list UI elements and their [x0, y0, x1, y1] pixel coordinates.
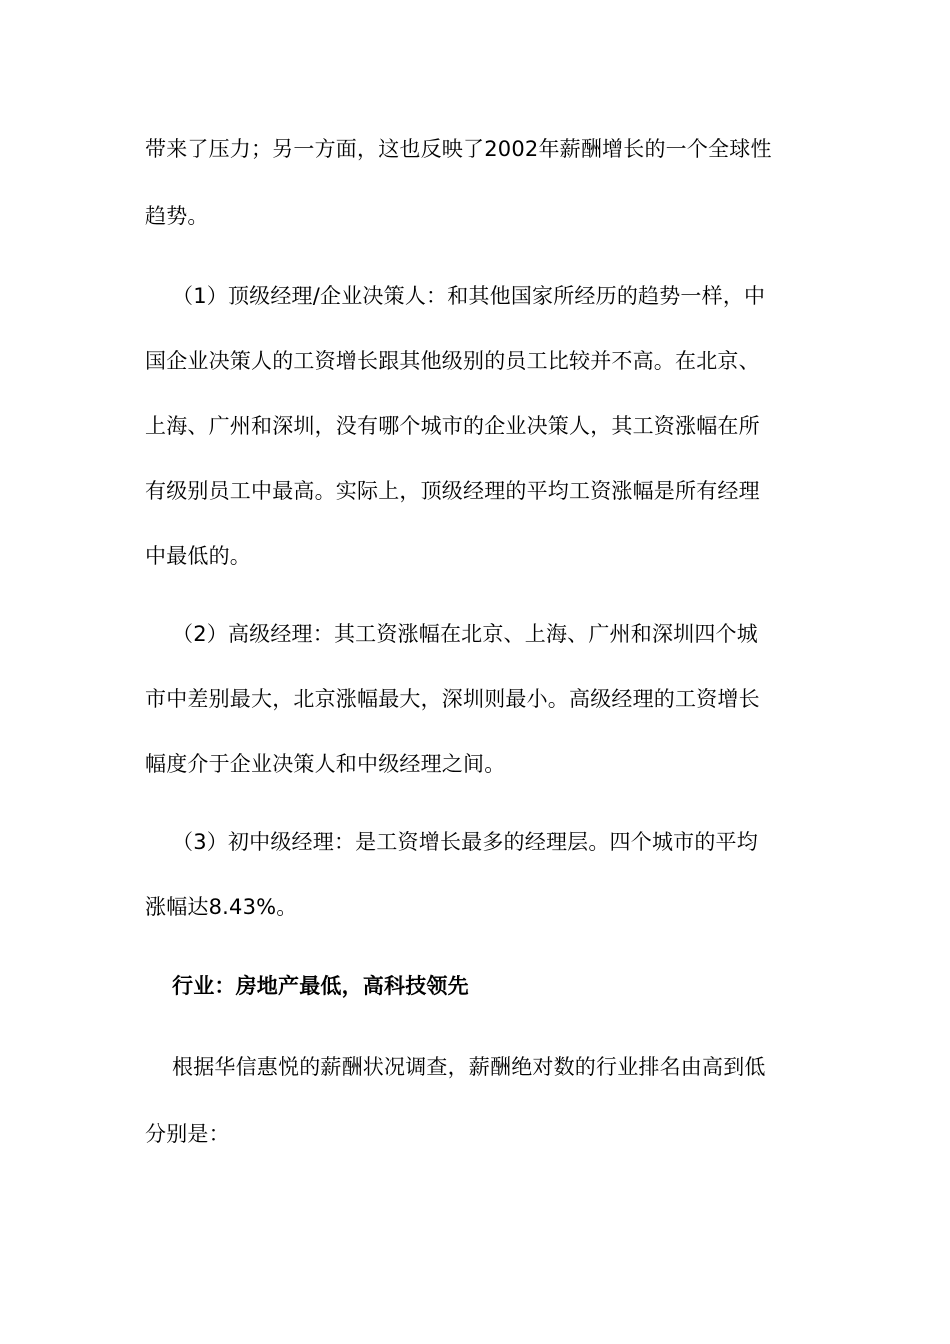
- section-heading: 行业：房地产最低，高科技领先: [172, 974, 469, 998]
- paragraph-line: 有级别员工中最高。实际上，顶级经理的平均工资涨幅是所有经理: [145, 479, 760, 503]
- paragraph-line: （3）初中级经理：是工资增长最多的经理层。四个城市的平均: [172, 830, 758, 854]
- paragraph-line: 国企业决策人的工资增长跟其他级别的员工比较并不高。在北京、: [145, 349, 760, 373]
- paragraph-line: 分别是：: [145, 1122, 230, 1146]
- paragraph-line: 涨幅达8.43%。: [145, 895, 298, 919]
- paragraph-line: 中最低的。: [145, 544, 251, 568]
- paragraph-line: 根据华信惠悦的薪酬状况调查，薪酬绝对数的行业排名由高到低: [172, 1055, 766, 1079]
- paragraph-line: 趋势。: [145, 204, 209, 228]
- paragraph-line: （1）顶级经理/企业决策人：和其他国家所经历的趋势一样，中: [172, 284, 766, 308]
- paragraph-line: 带来了压力；另一方面，这也反映了2002年薪酬增长的一个全球性: [145, 137, 772, 161]
- paragraph-line: 上海、广州和深圳，没有哪个城市的企业决策人，其工资涨幅在所: [145, 414, 760, 438]
- paragraph-line: 市中差别最大，北京涨幅最大，深圳则最小。高级经理的工资增长: [145, 687, 760, 711]
- paragraph-line: （2）高级经理：其工资涨幅在北京、上海、广州和深圳四个城: [172, 622, 758, 646]
- paragraph-line: 幅度介于企业决策人和中级经理之间。: [145, 752, 506, 776]
